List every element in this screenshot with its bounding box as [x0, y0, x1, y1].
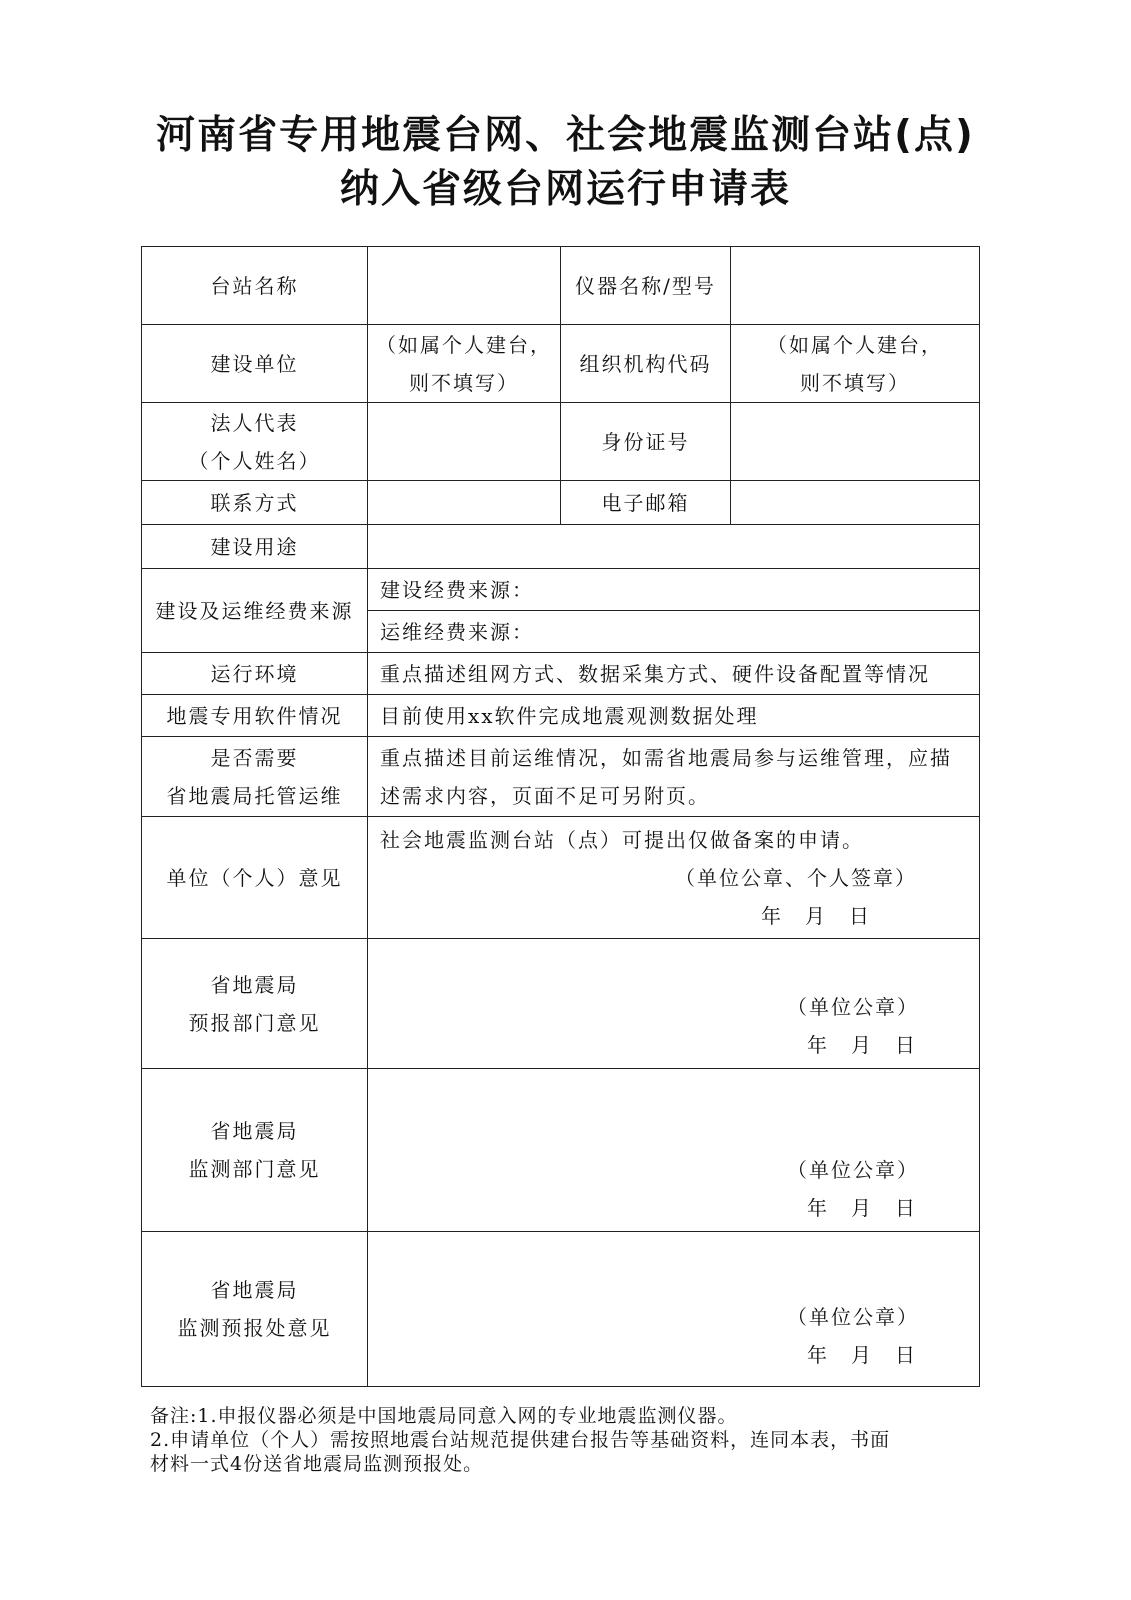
value-purpose[interactable] — [368, 525, 980, 569]
forecast-line-2: 预报部门意见 — [188, 1010, 321, 1035]
value-legal-rep[interactable] — [368, 403, 561, 481]
row-environment — [142, 653, 980, 695]
value-forecast-opinion[interactable] — [368, 939, 980, 1069]
value-software[interactable]: 目前使用xx软件完成地震观测数据处理 — [368, 695, 980, 737]
row-station — [142, 247, 980, 325]
office-line-2: 监测预报处意见 — [177, 1316, 332, 1340]
value-environment[interactable]: 重点描述组网方式、数据采集方式、硬件设备配置等情况 — [368, 653, 980, 695]
unit-opinion-note: 社会地震监测台站（点）可提出仅做备案的申请。 — [380, 827, 864, 852]
forecast-date: 年 月 日 — [807, 1033, 917, 1057]
legal-rep-line-1: 法人代表 — [210, 410, 299, 435]
value-ops-funding[interactable]: 运维经费来源： — [368, 611, 980, 653]
label-monitor-opinion — [142, 1069, 368, 1232]
row-build-funding — [142, 569, 980, 611]
row-contact — [142, 481, 980, 525]
builder-hint-line-2: 则不填写） — [409, 370, 519, 395]
custody-value-line-1: 重点描述目前运维情况，如需省地震局参与运维管理，应描 — [380, 745, 952, 770]
office-stamp: （单位公章） — [787, 1305, 919, 1329]
value-id-number[interactable] — [731, 403, 980, 481]
note-line-2: 2.申请单位（个人）需按照地震台站规范提供建台报告等基础资料，连同本表，书面 — [150, 1429, 891, 1451]
value-office-opinion[interactable] — [368, 1232, 980, 1387]
unit-opinion-stamp: （单位公章、个人签章） — [675, 865, 917, 890]
monitor-date: 年 月 日 — [807, 1196, 917, 1220]
notes-section — [150, 1404, 1010, 1476]
value-instrument[interactable] — [731, 247, 980, 325]
label-unit-opinion: 单位（个人）意见 — [142, 817, 368, 939]
application-form-table — [141, 246, 980, 1387]
monitor-stamp: （单位公章） — [787, 1158, 919, 1182]
value-unit-opinion[interactable] — [368, 817, 980, 939]
label-instrument: 仪器名称/型号 — [561, 247, 731, 325]
value-build-funding[interactable]: 建设经费来源： — [368, 569, 980, 611]
label-environment: 运行环境 — [142, 653, 368, 695]
value-monitor-opinion[interactable] — [368, 1069, 980, 1232]
monitor-line-1: 省地震局 — [210, 1119, 299, 1143]
label-id-number: 身份证号 — [561, 403, 731, 481]
form-title-line-1: 河南省专用地震台网、社会地震监测台站(点) — [156, 113, 975, 158]
label-org-code: 组织机构代码 — [561, 325, 731, 403]
office-line-1: 省地震局 — [210, 1278, 299, 1302]
row-custody — [142, 737, 980, 817]
value-builder[interactable] — [368, 325, 561, 403]
row-monitor-opinion — [142, 1069, 980, 1232]
label-software: 地震专用软件情况 — [142, 695, 368, 737]
builder-hint-line-1: （如属个人建台， — [376, 332, 552, 357]
note-line-3: 材料一式4份送省地震局监测预报处。 — [150, 1453, 484, 1475]
note-line-1: 备注:1.申报仪器必须是中国地震局同意入网的专业地震监测仪器。 — [150, 1405, 738, 1427]
row-purpose — [142, 525, 980, 569]
office-date: 年 月 日 — [807, 1343, 917, 1367]
row-unit-opinion — [142, 817, 980, 939]
forecast-stamp: （单位公章） — [787, 995, 919, 1019]
custody-value-line-2: 述需求内容，页面不足可另附页。 — [380, 783, 710, 808]
value-custody[interactable] — [368, 737, 980, 817]
org-hint-line-1: （如属个人建台， — [767, 332, 943, 357]
row-office-opinion — [142, 1232, 980, 1387]
value-email[interactable] — [731, 481, 980, 525]
row-forecast-opinion — [142, 939, 980, 1069]
label-contact: 联系方式 — [142, 481, 368, 525]
row-software — [142, 695, 980, 737]
label-purpose: 建设用途 — [142, 525, 368, 569]
monitor-line-2: 监测部门意见 — [188, 1157, 321, 1181]
org-hint-line-2: 则不填写） — [800, 370, 910, 395]
label-builder: 建设单位 — [142, 325, 368, 403]
label-station-name: 台站名称 — [142, 247, 368, 325]
label-email: 电子邮箱 — [561, 481, 731, 525]
form-title-line-2: 纳入省级台网运行申请表 — [339, 167, 791, 212]
unit-opinion-date: 年 月 日 — [761, 903, 871, 928]
legal-rep-line-2: （个人姓名） — [188, 448, 321, 473]
custody-line-1: 是否需要 — [210, 745, 299, 770]
row-legal-rep — [142, 403, 980, 481]
value-org-code[interactable] — [731, 325, 980, 403]
value-station-name[interactable] — [368, 247, 561, 325]
label-forecast-opinion — [142, 939, 368, 1069]
value-contact[interactable] — [368, 481, 561, 525]
label-funding: 建设及运维经费来源 — [142, 569, 368, 653]
custody-line-2: 省地震局托管运维 — [166, 783, 343, 808]
label-legal-rep — [142, 403, 368, 481]
label-office-opinion — [142, 1232, 368, 1387]
label-custody — [142, 737, 368, 817]
forecast-line-1: 省地震局 — [210, 972, 299, 997]
row-builder — [142, 325, 980, 403]
